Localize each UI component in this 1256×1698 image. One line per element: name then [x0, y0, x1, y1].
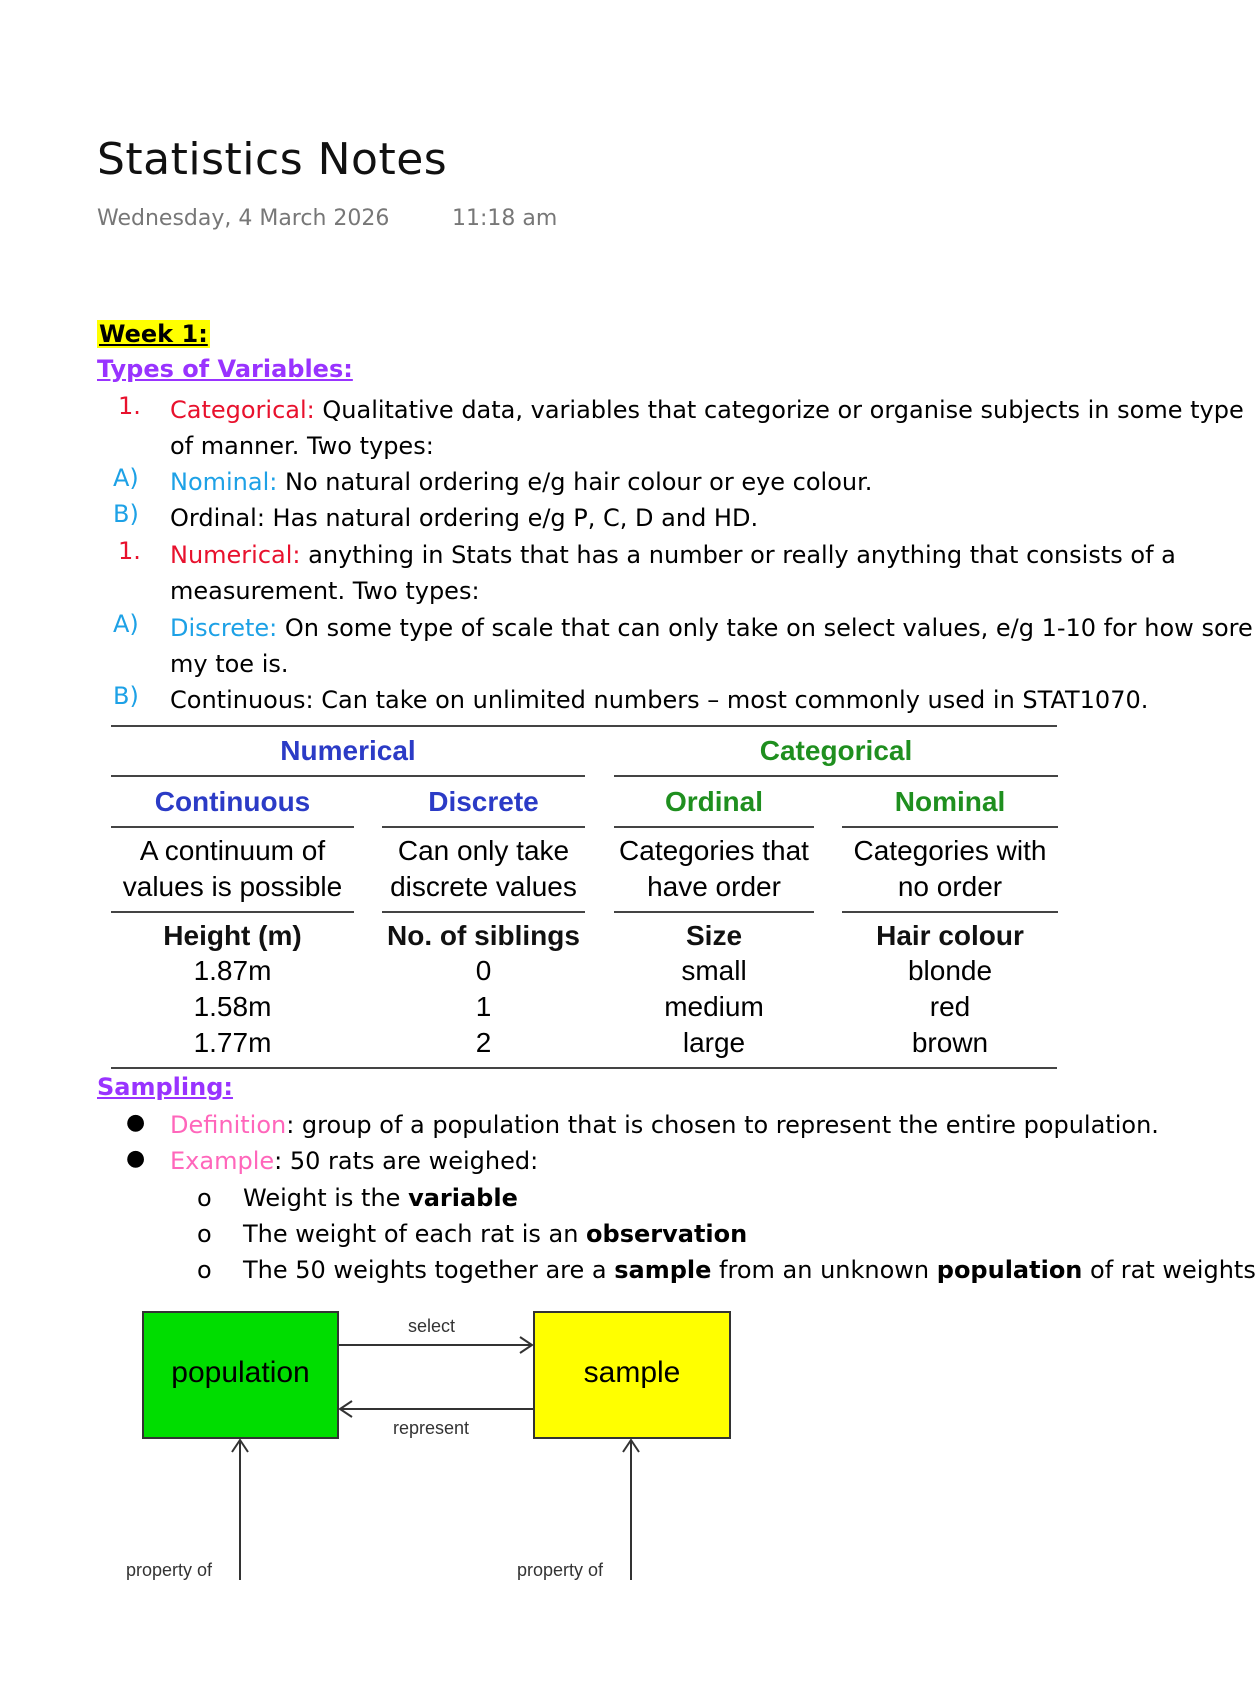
list-marker: B)	[113, 682, 139, 710]
table-cell: 0	[475, 955, 492, 986]
term-label: Categorical:	[170, 396, 315, 424]
list-marker: A)	[113, 610, 139, 638]
property-arrowhead-right	[623, 1440, 639, 1452]
page-time: 11:18 am	[452, 206, 558, 231]
table-desc-line: no order	[897, 871, 1003, 902]
table-desc	[111, 833, 354, 905]
property-of-left: property of	[126, 1560, 213, 1580]
list-item-continuation: measurement. Two types:	[170, 577, 480, 605]
sub-text: The weight of each rat is an	[243, 1220, 587, 1248]
table-desc-line: discrete values	[390, 871, 577, 902]
table-rule	[614, 911, 814, 913]
sub-bullet: o	[197, 1220, 212, 1248]
sampling-sub-item	[243, 1252, 1256, 1288]
table-desc	[382, 833, 585, 905]
table-desc	[614, 833, 814, 905]
table-rule	[111, 826, 354, 828]
sub-text: Weight is the	[243, 1184, 409, 1212]
list-item-discrete	[170, 610, 1253, 646]
table-rule	[382, 911, 585, 913]
table-rule	[614, 826, 814, 828]
table-rule	[111, 911, 354, 913]
table-rule	[111, 775, 585, 777]
term-label: Example	[170, 1147, 275, 1175]
table-cell: 1.77m	[193, 1027, 272, 1058]
list-item-continuous: Continuous: Can take on unlimited numbers – most commonly used in STAT1070.	[170, 686, 1149, 714]
list-item-numerical	[170, 537, 1176, 573]
list-marker: A)	[113, 464, 139, 492]
week-heading: Week 1:	[99, 320, 208, 348]
table-rule	[842, 826, 1058, 828]
table-cell: small	[681, 955, 747, 986]
table-cell: 1.58m	[193, 991, 272, 1022]
page-title: Statistics Notes	[97, 134, 448, 185]
list-marker: B)	[113, 500, 139, 528]
sampling-sub-item	[243, 1216, 747, 1252]
property-of-right: property of	[517, 1560, 604, 1580]
table-group-categorical: Categorical	[759, 735, 913, 766]
select-label: select	[408, 1316, 456, 1336]
bullet-dot: ●	[126, 1146, 146, 1171]
sampling-heading: Sampling:	[97, 1073, 233, 1101]
sub-bold: population	[936, 1256, 1083, 1284]
sampling-example	[170, 1143, 538, 1179]
term-text: Qualitative data, variables that categorize or organise subjects in some type	[314, 396, 1244, 424]
table-rule-top	[111, 725, 1057, 727]
sub-bold: observation	[586, 1220, 748, 1248]
list-marker: 1.	[118, 392, 141, 420]
table-example-header: Hair colour	[876, 920, 1024, 951]
table-desc-line: have order	[647, 871, 781, 902]
sub-bullet: o	[197, 1256, 212, 1284]
bullet-dot: ●	[126, 1110, 146, 1135]
list-marker: 1.	[118, 537, 141, 565]
table-col-nominal: Nominal	[894, 786, 1006, 817]
term-label: Nominal:	[170, 468, 278, 496]
table-desc-line: Categories with	[853, 835, 1047, 866]
table-rule	[614, 775, 1058, 777]
table-example-header: Size	[685, 920, 743, 951]
table-group-numerical: Numerical	[280, 735, 416, 766]
table-rule	[382, 826, 585, 828]
table-rule	[842, 911, 1058, 913]
list-item-categorical	[170, 392, 1244, 428]
list-item-nominal	[170, 464, 872, 500]
term-text: On some type of scale that can only take on select values, e/g 1-10 for how sore	[277, 614, 1253, 642]
table-col-discrete: Discrete	[428, 786, 539, 817]
table-desc	[842, 833, 1058, 905]
population-label: population	[171, 1356, 310, 1389]
term-label: Definition	[170, 1111, 287, 1139]
select-arrowhead	[520, 1337, 532, 1353]
represent-arrowhead	[340, 1401, 352, 1417]
sampling-definition	[170, 1107, 1159, 1143]
table-desc-line: A continuum of	[139, 835, 326, 866]
term-text: anything in Stats that has a number or really anything that consists of a	[300, 541, 1176, 569]
table-example-header: No. of siblings	[387, 920, 580, 951]
page-date: Wednesday, 4 March 2026	[97, 206, 390, 231]
sub-text: The 50 weights together are a	[243, 1256, 615, 1284]
sample-label: sample	[583, 1356, 681, 1389]
table-example-header: Height (m)	[163, 920, 302, 951]
table-rule-bottom	[111, 1067, 1057, 1069]
property-arrowhead-left	[232, 1440, 248, 1452]
table-col-ordinal: Ordinal	[664, 786, 763, 817]
term-text: No natural ordering e/g hair colour or eye colour.	[277, 468, 873, 496]
sub-bold: variable	[408, 1184, 518, 1212]
sub-text: from an unknown	[711, 1256, 937, 1284]
list-item-ordinal: Ordinal: Has natural ordering e/g P, C, D and HD.	[170, 504, 759, 532]
table-cell: red	[929, 991, 971, 1022]
table-desc-line: Categories that	[619, 835, 809, 866]
sampling-sub-item	[243, 1180, 518, 1216]
table-cell: 2	[475, 1027, 492, 1058]
sub-bold: sample	[614, 1256, 712, 1284]
sub-bullet: o	[197, 1184, 212, 1212]
table-cell: large	[682, 1027, 746, 1058]
sub-text: of rat weights	[1082, 1256, 1256, 1284]
list-item-continuation: of manner. Two types:	[170, 432, 434, 460]
types-heading: Types of Variables:	[97, 355, 353, 383]
term-text: : group of a population that is chosen to represent the entire population.	[286, 1111, 1159, 1139]
list-item-continuation: my toe is.	[170, 650, 289, 678]
table-desc-line: values is possible	[122, 871, 343, 902]
table-cell: brown	[911, 1027, 989, 1058]
table-cell: 1.87m	[193, 955, 272, 986]
term-label: Discrete:	[170, 614, 278, 642]
term-text: : 50 rats are weighed:	[274, 1147, 539, 1175]
table-cell: 1	[475, 991, 492, 1022]
table-cell: blonde	[907, 955, 993, 986]
table-col-continuous: Continuous	[154, 786, 311, 817]
table-desc-line: Can only take	[397, 835, 570, 866]
represent-label: represent	[393, 1418, 470, 1438]
term-label: Numerical:	[170, 541, 301, 569]
table-cell: medium	[664, 991, 764, 1022]
